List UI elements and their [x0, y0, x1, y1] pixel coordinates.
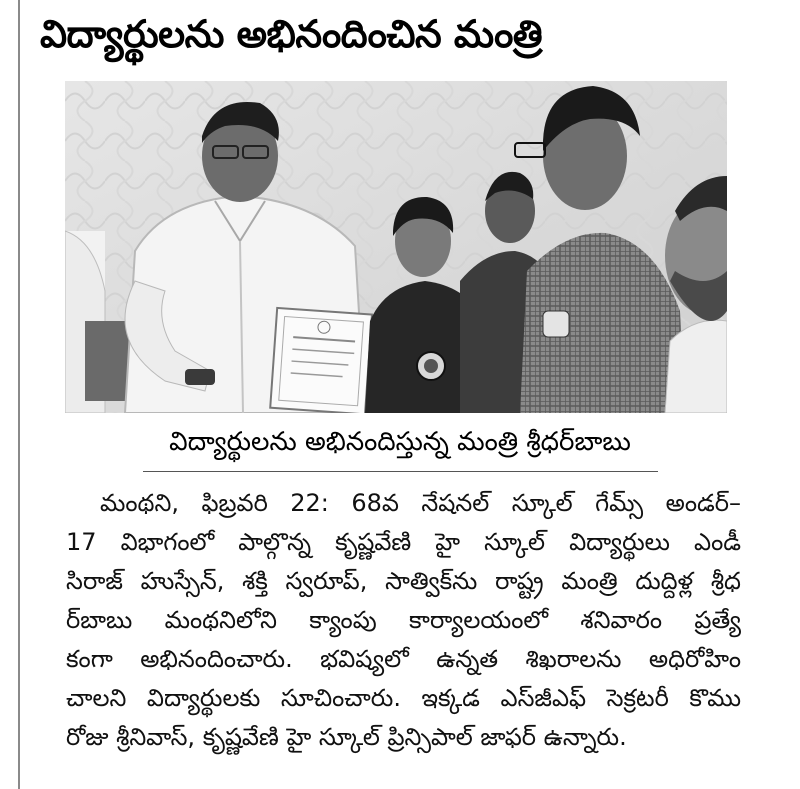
- body-line: 17 విభాగంలో పాల్గొన్న కృష్ణవేణి హై స్కూల్‌ విద్యార్థులు ఎండీ: [66, 528, 741, 556]
- headline: విద్యార్థులను అభినందించిన మంత్రి: [40, 12, 543, 56]
- article-body: [66, 484, 741, 757]
- column-divider: [18, 0, 20, 789]
- body-line: ర్‌బాబు మంథనిలోని క్యాంపు కార్యాలయంలో శనివారం ప్రత్యే: [66, 606, 741, 634]
- photo-caption: విద్యార్థులను అభినందిస్తున్న మంత్రి శ్రీధర్‌బాబు: [169, 427, 631, 457]
- body-line: రోజు శ్రీనివాస్‌, కృష్ణవేణి హై స్కూల్‌ ప్రిన్సిపాల్‌ జాఫర్‌ ఉన్నారు.: [66, 723, 627, 751]
- news-photo: [65, 81, 727, 413]
- caption-divider: [143, 471, 658, 472]
- body-line: కంగా అభినందించారు. భవిష్యలో ఉన్నత శిఖరాలను అధిరోహిం: [66, 645, 741, 673]
- body-line: మంథని, ఫిబ్రవరి 22: 68వ నేషనల్‌ స్కూల్‌ గేమ్స్‌ అండర్‌–: [100, 489, 741, 517]
- body-line: చాలని విద్యార్థులకు సూచించారు. ఇక్కడ ఎస్‌జీఎఫ్‌ సెక్రటరీ కొము: [66, 684, 741, 712]
- body-line: సిరాజ్‌ హుస్సేన్‌, శక్తి స్వరూప్‌, సాత్విక్‌ను రాష్ట్ర మంత్రి దుద్దిళ్ల శ్రీధ: [66, 567, 741, 595]
